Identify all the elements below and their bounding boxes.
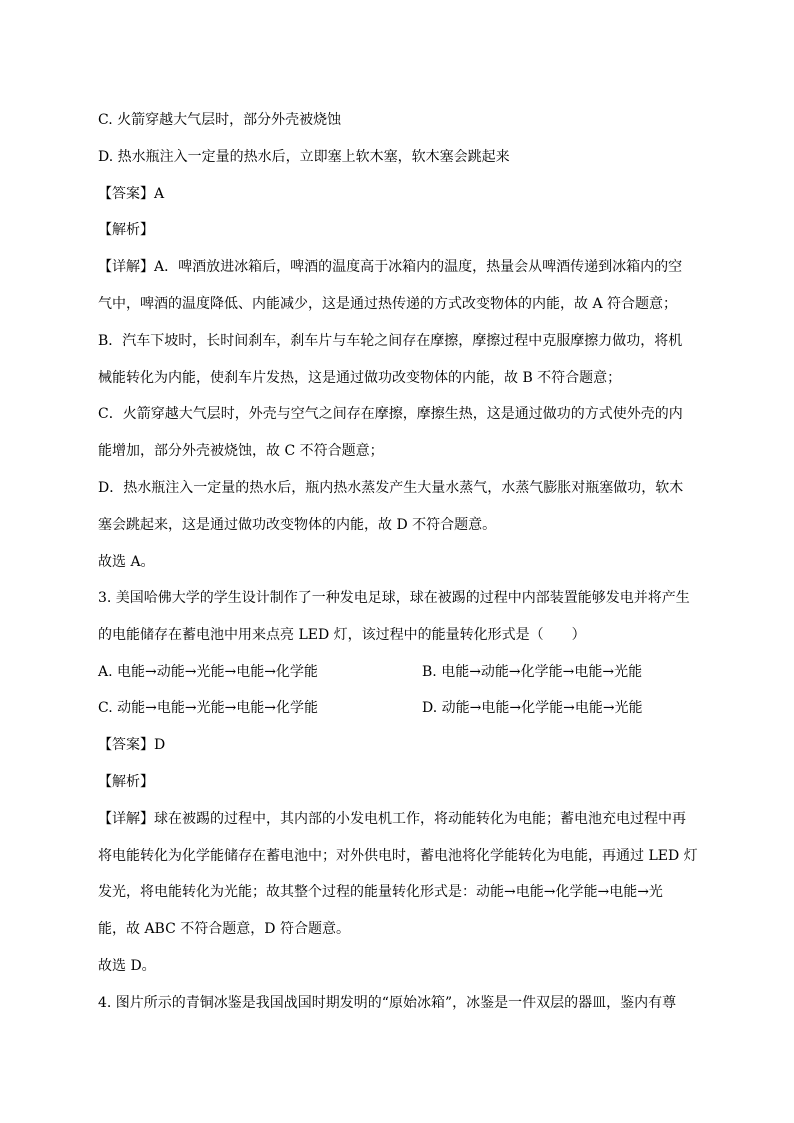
q3-detail-line: 发光，将电能转化为光能；故其整个过程的能量转化形式是：动能→电能→化学能→电能→光 xyxy=(98,884,663,900)
q3-analysis-heading: 【解析】 xyxy=(98,774,154,790)
q3-option-d: D. 动能→电能→化学能→电能→光能 xyxy=(422,700,643,716)
q2-detail-line: C．火箭穿越大气层时，外壳与空气之间存在摩擦，摩擦生热，这是通过做功的方式使外壳的内 xyxy=(98,406,683,422)
q3-stem-line: 的电能储存在蓄电池中用来点亮 LED 灯，该过程中的能量转化形式是（ ） xyxy=(98,627,586,643)
q2-option-d: D. 热水瓶注入一定量的热水后，立即塞上软木塞，软木塞会跳起来 xyxy=(98,149,510,165)
q3-answer: 【答案】D xyxy=(98,737,166,753)
q3-option-b: B. 电能→动能→化学能→电能→光能 xyxy=(422,664,643,680)
q2-analysis-heading: 【解析】 xyxy=(98,222,154,238)
q2-detail-line: 塞会跳起来，这是通过做功改变物体的内能，故 D 不符合题意。 xyxy=(98,517,497,533)
q2-option-c: C. 火箭穿越大气层时，部分外壳被烧蚀 xyxy=(98,112,342,128)
q2-detail-line: 能增加，部分外壳被烧蚀，故 C 不符合题意； xyxy=(98,443,384,459)
q2-choose: 故选 A。 xyxy=(98,554,155,570)
q3-detail-line: 将电能转化为化学能储存在蓄电池中；对外供电时，蓄电池将化学能转化为电能，再通过 LED 灯 xyxy=(98,848,698,864)
q3-detail-line: 【详解】球在被踢的过程中，其内部的小发电机工作，将动能转化为电能；蓄电池充电过程中再 xyxy=(98,811,686,827)
q2-detail-line: 械能转化为内能，使刹车片发热，这是通过做功改变物体的内能，故 B 不符合题意； xyxy=(98,370,622,386)
q3-choose: 故选 D。 xyxy=(98,958,156,974)
q2-detail-line: 【详解】A．啤酒放进冰箱后，啤酒的温度高于冰箱内的温度，热量会从啤酒传递到冰箱内的空 xyxy=(98,259,683,275)
q3-detail-line: 能，故 ABC 不符合题意，D 符合题意。 xyxy=(98,921,350,937)
q2-answer: 【答案】A xyxy=(98,186,165,202)
q3-option-c: C. 动能→电能→光能→电能→化学能 xyxy=(98,700,319,716)
q4-stem-line: 4. 图片所示的青铜冰鉴是我国战国时期发明的“原始冰箱”，冰鉴是一件双层的器皿，鉴内有尊 xyxy=(98,995,677,1011)
q3-stem-line: 3. 美国哈佛大学的学生设计制作了一种发电足球，球在被踢的过程中内部装置能够发电并将产生 xyxy=(98,590,690,606)
q2-detail-line: 气中，啤酒的温度降低、内能减少，这是通过热传递的方式改变物体的内能，故 A 符合题意； xyxy=(98,296,678,312)
q2-detail-line: B．汽车下坡时，长时间刹车，刹车片与车轮之间存在摩擦，摩擦过程中克服摩擦力做功，将机 xyxy=(98,333,683,349)
q3-option-a: A. 电能→动能→光能→电能→化学能 xyxy=(98,664,318,680)
q2-detail-line: D．热水瓶注入一定量的热水后，瓶内热水蒸发产生大量水蒸气，水蒸气膨胀对瓶塞做功，软木 xyxy=(98,480,684,496)
